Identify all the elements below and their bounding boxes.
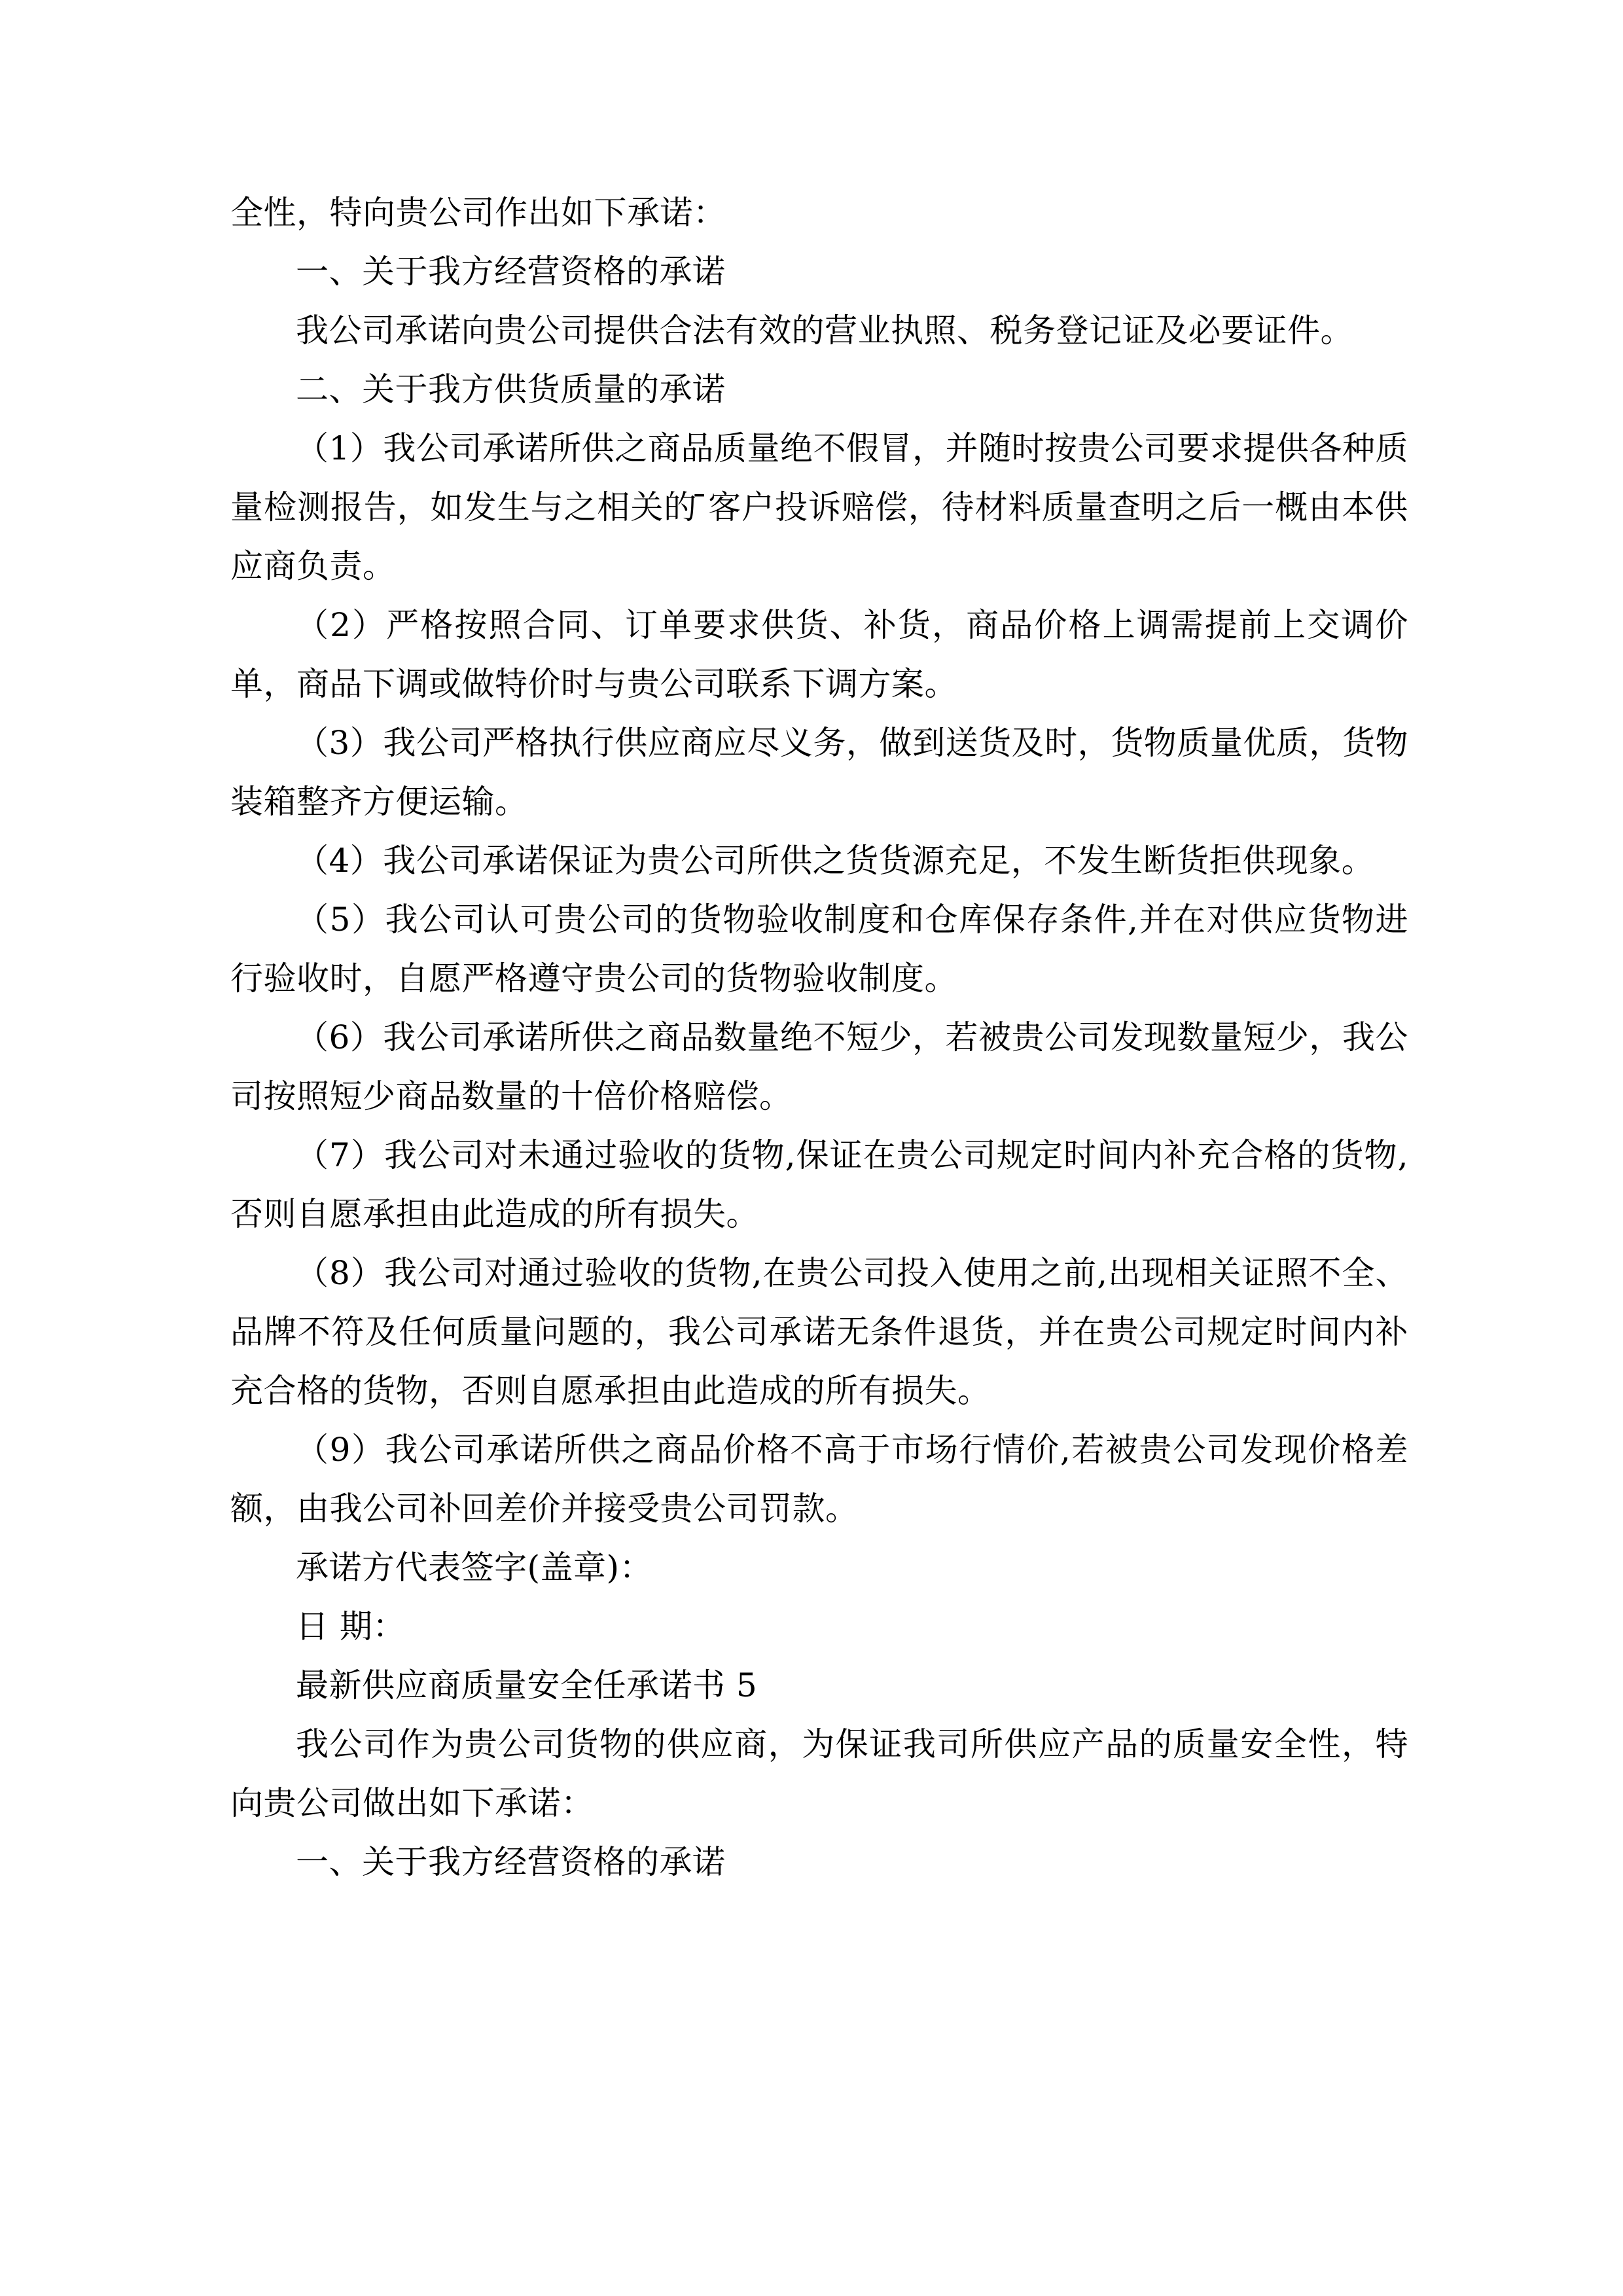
paragraph: （3）我公司严格执行供应商应尽义务，做到送货及时，货物质量优质，货物装箱整齐方便运输。 bbox=[230, 724, 1408, 821]
paragraph: 二、关于我方供货质量的承诺 bbox=[296, 370, 726, 408]
section-heading: 最新供应商质量安全任承诺书 5 bbox=[296, 1666, 758, 1704]
paragraph: （2）严格按照合同、订单要求供货、补货，商品价格上调需提前上交调价单，商品下调或做特价时与贵公司联系下调方案。 bbox=[230, 606, 1408, 703]
paragraph: 我公司承诺向贵公司提供合法有效的营业执照、税务登记证及必要证件。 bbox=[296, 312, 1353, 350]
document-body bbox=[230, 183, 1408, 1892]
paragraph: 我公司作为贵公司货物的供应商，为保证我司所供应产品的质量安全性，特向贵公司做出如下承诺： bbox=[230, 1725, 1408, 1822]
paragraph: （7）我公司对未通过验收的货物,保证在贵公司规定时间内补充合格的货物,否则自愿承担由此造成的所有损失。 bbox=[230, 1136, 1408, 1233]
paragraph: （4）我公司承诺保证为贵公司所供之货货源充足，不发生断货拒供现象。 bbox=[296, 842, 1375, 880]
paragraph: （1）我公司承诺所供之商品质量绝不假冒，并随时按贵公司要求提供各种质量检测报告，如发生与之相关的 ̄客户投诉赔偿，待材料质量查明之后一概由本供应商负责。 bbox=[230, 429, 1408, 585]
paragraph: 一、关于我方经营资格的承诺 bbox=[296, 253, 726, 291]
paragraph: （9）我公司承诺所供之商品价格不高于市场行情价,若被贵公司发现价格差额，由我公司补回差价并接受贵公司罚款。 bbox=[230, 1431, 1408, 1528]
paragraph: （5）我公司认可贵公司的货物验收制度和仓库保存条件,并在对供应货物进行验收时，自愿严格遵守贵公司的货物验收制度。 bbox=[230, 901, 1408, 997]
date-line: 日 期： bbox=[296, 1607, 406, 1645]
paragraph: 一、关于我方经营资格的承诺 bbox=[296, 1843, 726, 1881]
signature-line: 承诺方代表签字(盖章)： bbox=[296, 1549, 653, 1587]
paragraph: 全性，特向贵公司作出如下承诺： bbox=[230, 194, 726, 232]
paragraph: （8）我公司对通过验收的货物,在贵公司投入使用之前,出现相关证照不全、品牌不符及任何质量问题的，我公司承诺无条件退货，并在贵公司规定时间内补充合格的货物，否则自愿承担由此造成的所有损失。 bbox=[230, 1254, 1408, 1410]
paragraph: （6）我公司承诺所供之商品数量绝不短少，若被贵公司发现数量短少，我公司按照短少商品数量的十倍价格赔偿。 bbox=[230, 1018, 1408, 1115]
